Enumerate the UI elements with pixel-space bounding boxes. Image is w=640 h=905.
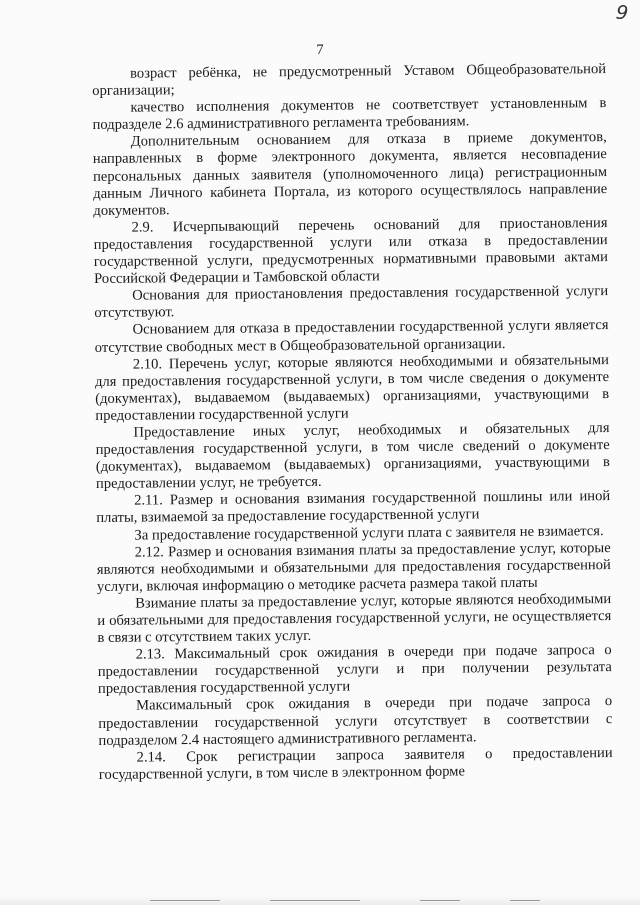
section-heading-2-11: 2.11. Размер и основания взимания государственной пошлины или иной платы, взимаемой за предоставление государственной услуги — [96, 488, 611, 527]
paragraph: Максимальный срок ожидания в очереди при подаче запроса о предоставлении государственной услуги отсутствует в соответствии с подразделом 2.4 настоящего административного регламента. — [98, 693, 613, 749]
page-number: 7 — [316, 42, 324, 58]
paragraph: возраст ребёнка, не предусмотренный Уставом Общеобразовательной организации; — [92, 61, 607, 100]
paragraph: качество исполнения документов не соответствует установленным в подразделе 2.6 административного регламента требованиям. — [92, 95, 607, 134]
scan-artifact — [420, 900, 460, 901]
paragraph: Дополнительным основанием для отказа в приеме документов, направленных в форме электронного документа, является несовпадение персональных данных заявителя (уполномоченного лица) регистрационным данным Личного кабинета Портала, из которого осуществлялось направление документов. — [92, 129, 608, 219]
scan-artifact — [270, 900, 360, 901]
section-heading-2-9: 2.9. Исчерпывающий перечень оснований для приостановления предоставления государственной услуги или отказа в предоставлении государственной услуги, предусмотренных нормативными правовыми актами Российской Федерации и Тамбовской области — [93, 214, 608, 288]
paragraph: Основания для приостановления предоставления государственной услуги отсутствуют. — [94, 283, 609, 322]
scan-artifact — [150, 900, 220, 901]
section-heading-2-10: 2.10. Перечень услуг, которые являются необходимыми и обязательными для предоставления государственной услуги, в том числе сведения о документе (документах), выдаваемом (выдаваемых) организациями, участвующими в предоставлении государственной услуги — [94, 351, 610, 424]
handwritten-page-number: 9 — [614, 1, 630, 25]
section-heading-2-13: 2.13. Максимальный срок ожидания в очереди при подаче запроса о предоставлении государственной услуги и при получении результата предоставления государственной услуги — [97, 642, 612, 698]
paragraph: За предоставление государственной услуги плата с заявителя не взимается. — [134, 522, 604, 544]
section-heading-2-14: 2.14. Срок регистрации запроса заявителя о предоставлении государственной услуги, в том числе в электронном форме — [98, 744, 613, 783]
paragraph: Предоставление иных услуг, необходимых и обязательных для предоставления государственной услуги, в том числе сведений о документе (документах), выдаваемом (выдаваемых) организациями, участвующими в предоставлении услуг, не требуется. — [95, 420, 610, 493]
scan-artifact — [510, 900, 540, 901]
paragraph: Взимание платы за предоставление услуг, которые являются необходимыми и обязательными для предоставления государственной услуги, не осуществляется в связи с отсутствием таких услуг. — [97, 590, 612, 647]
paragraph: Основанием для отказа в предоставлении государственной услуги является отсутствие свободных мест в Общеобразовательной организации. — [94, 317, 609, 356]
section-heading-2-12: 2.12. Размер и основания взимания платы за предоставление услуг, которые являются необходимыми и обязательными для предоставления государственной услуги, включая информацию о методике расчета размера такой платы — [96, 539, 611, 595]
document-body — [92, 61, 613, 784]
